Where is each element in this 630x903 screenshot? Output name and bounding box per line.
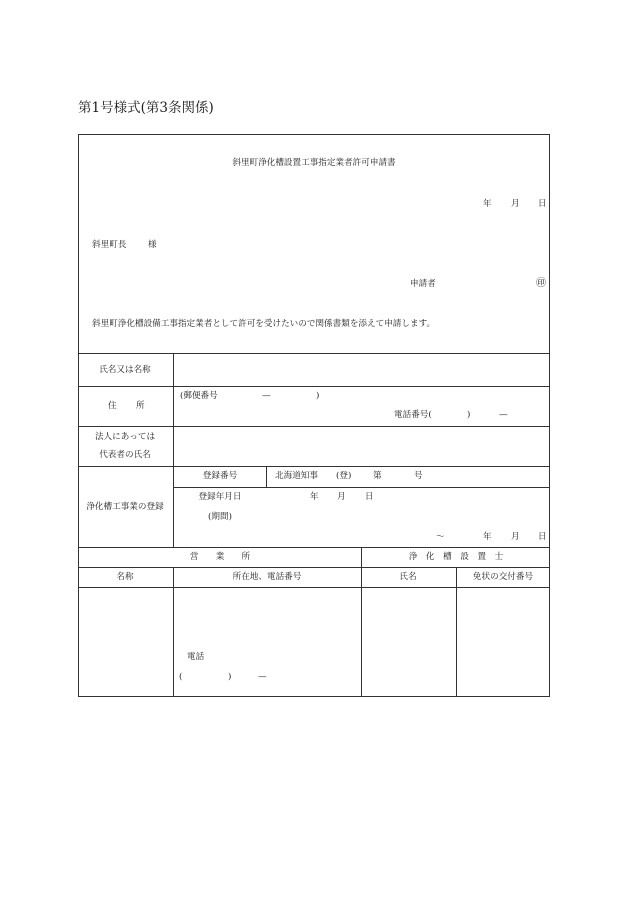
- divider-registration: [78, 547, 550, 548]
- divider-name-row: [78, 386, 550, 387]
- office-phone-open: (: [179, 672, 183, 682]
- divider-address-row: [78, 426, 550, 427]
- addressee-name: 斜里町長: [92, 240, 127, 250]
- registration-period-label: (期間): [208, 512, 232, 522]
- form-number-label: 第1号様式(第3条関係): [78, 100, 214, 116]
- registration-mark: (登): [336, 471, 352, 481]
- postal-code-label: (郵便番号: [180, 391, 218, 401]
- technician-name-field[interactable]: [363, 589, 454, 695]
- registration-date-year: 年: [310, 492, 319, 502]
- divider-office-name-column: [173, 567, 174, 697]
- divider-technician-columns: [456, 567, 457, 697]
- divider-label-column: [173, 353, 174, 547]
- date-day-label: 日: [538, 199, 547, 209]
- address-label-second: 所: [136, 401, 145, 411]
- registration-number-suffix: 号: [414, 471, 423, 481]
- office-name-field[interactable]: [80, 589, 171, 695]
- phone-number-label: 電話番号(: [394, 410, 432, 420]
- postal-code-dash: —: [262, 391, 271, 401]
- office-phone-label: 電話: [187, 652, 205, 662]
- technician-section-header: 浄 化 槽 設 置 士: [408, 552, 504, 562]
- postal-code-close: ): [316, 391, 320, 401]
- divider-office-technician: [361, 547, 362, 697]
- registration-number-label: 登録番号: [202, 471, 238, 481]
- office-address-column-header: 所在地、電話番号: [232, 572, 302, 582]
- applicant-label: 申請者: [410, 279, 436, 289]
- divider-registration-number: [173, 487, 550, 488]
- license-number-field[interactable]: [458, 589, 548, 695]
- registration-date-field[interactable]: [268, 489, 548, 545]
- name-label: 氏名又は名称: [99, 365, 151, 375]
- registration-number-prefix: 第: [373, 471, 382, 481]
- period-end-year: 年: [483, 532, 492, 542]
- divider-representative-row: [78, 466, 550, 467]
- office-section-header: 営 業 所: [189, 552, 251, 562]
- registration-date-label: 登録年月日: [198, 492, 242, 502]
- period-tilde: 〜: [436, 532, 445, 542]
- office-name-column-header: 名称: [116, 572, 134, 582]
- technician-name-column-header: 氏名: [399, 572, 417, 582]
- registration-section-label: 浄化槽工事業の登録: [86, 502, 164, 512]
- registration-date-month: 月: [337, 492, 346, 502]
- period-end-month: 月: [511, 532, 520, 542]
- office-address-field[interactable]: [175, 589, 359, 649]
- registration-authority: 北海道知事: [275, 471, 318, 481]
- seal-icon: ㊞: [536, 278, 546, 289]
- form-title: 斜里町浄化槽設置工事指定業者許可申請書: [232, 158, 396, 168]
- representative-label-line1: 法人にあっては: [94, 432, 156, 442]
- registration-date-day: 日: [365, 492, 374, 502]
- divider-column-header: [78, 587, 550, 588]
- phone-number-close: ): [467, 410, 471, 420]
- address-label-first: 住: [108, 401, 117, 411]
- divider-office-header: [78, 567, 550, 568]
- representative-name-field[interactable]: [175, 428, 548, 464]
- license-number-column-header: 免状の交付番号: [472, 572, 534, 582]
- addressee-honorific: 様: [148, 240, 157, 250]
- phone-number-dash: —: [499, 410, 508, 420]
- registration-number-field[interactable]: [383, 469, 411, 485]
- representative-label-line2: 代表者の氏名: [99, 450, 151, 460]
- divider-registration-number-column: [266, 466, 267, 487]
- date-month-label: 月: [511, 199, 520, 209]
- divider-header: [78, 353, 550, 354]
- date-year-label: 年: [483, 199, 492, 209]
- name-field[interactable]: [175, 355, 548, 384]
- address-field[interactable]: [175, 388, 548, 424]
- application-statement: 斜里町浄化槽設備工事指定業者として許可を受けたいので関係書類を添えて申請します。: [92, 319, 436, 329]
- office-phone-dash: —: [258, 672, 267, 682]
- office-phone-close: ): [228, 672, 232, 682]
- period-end-day: 日: [538, 532, 547, 542]
